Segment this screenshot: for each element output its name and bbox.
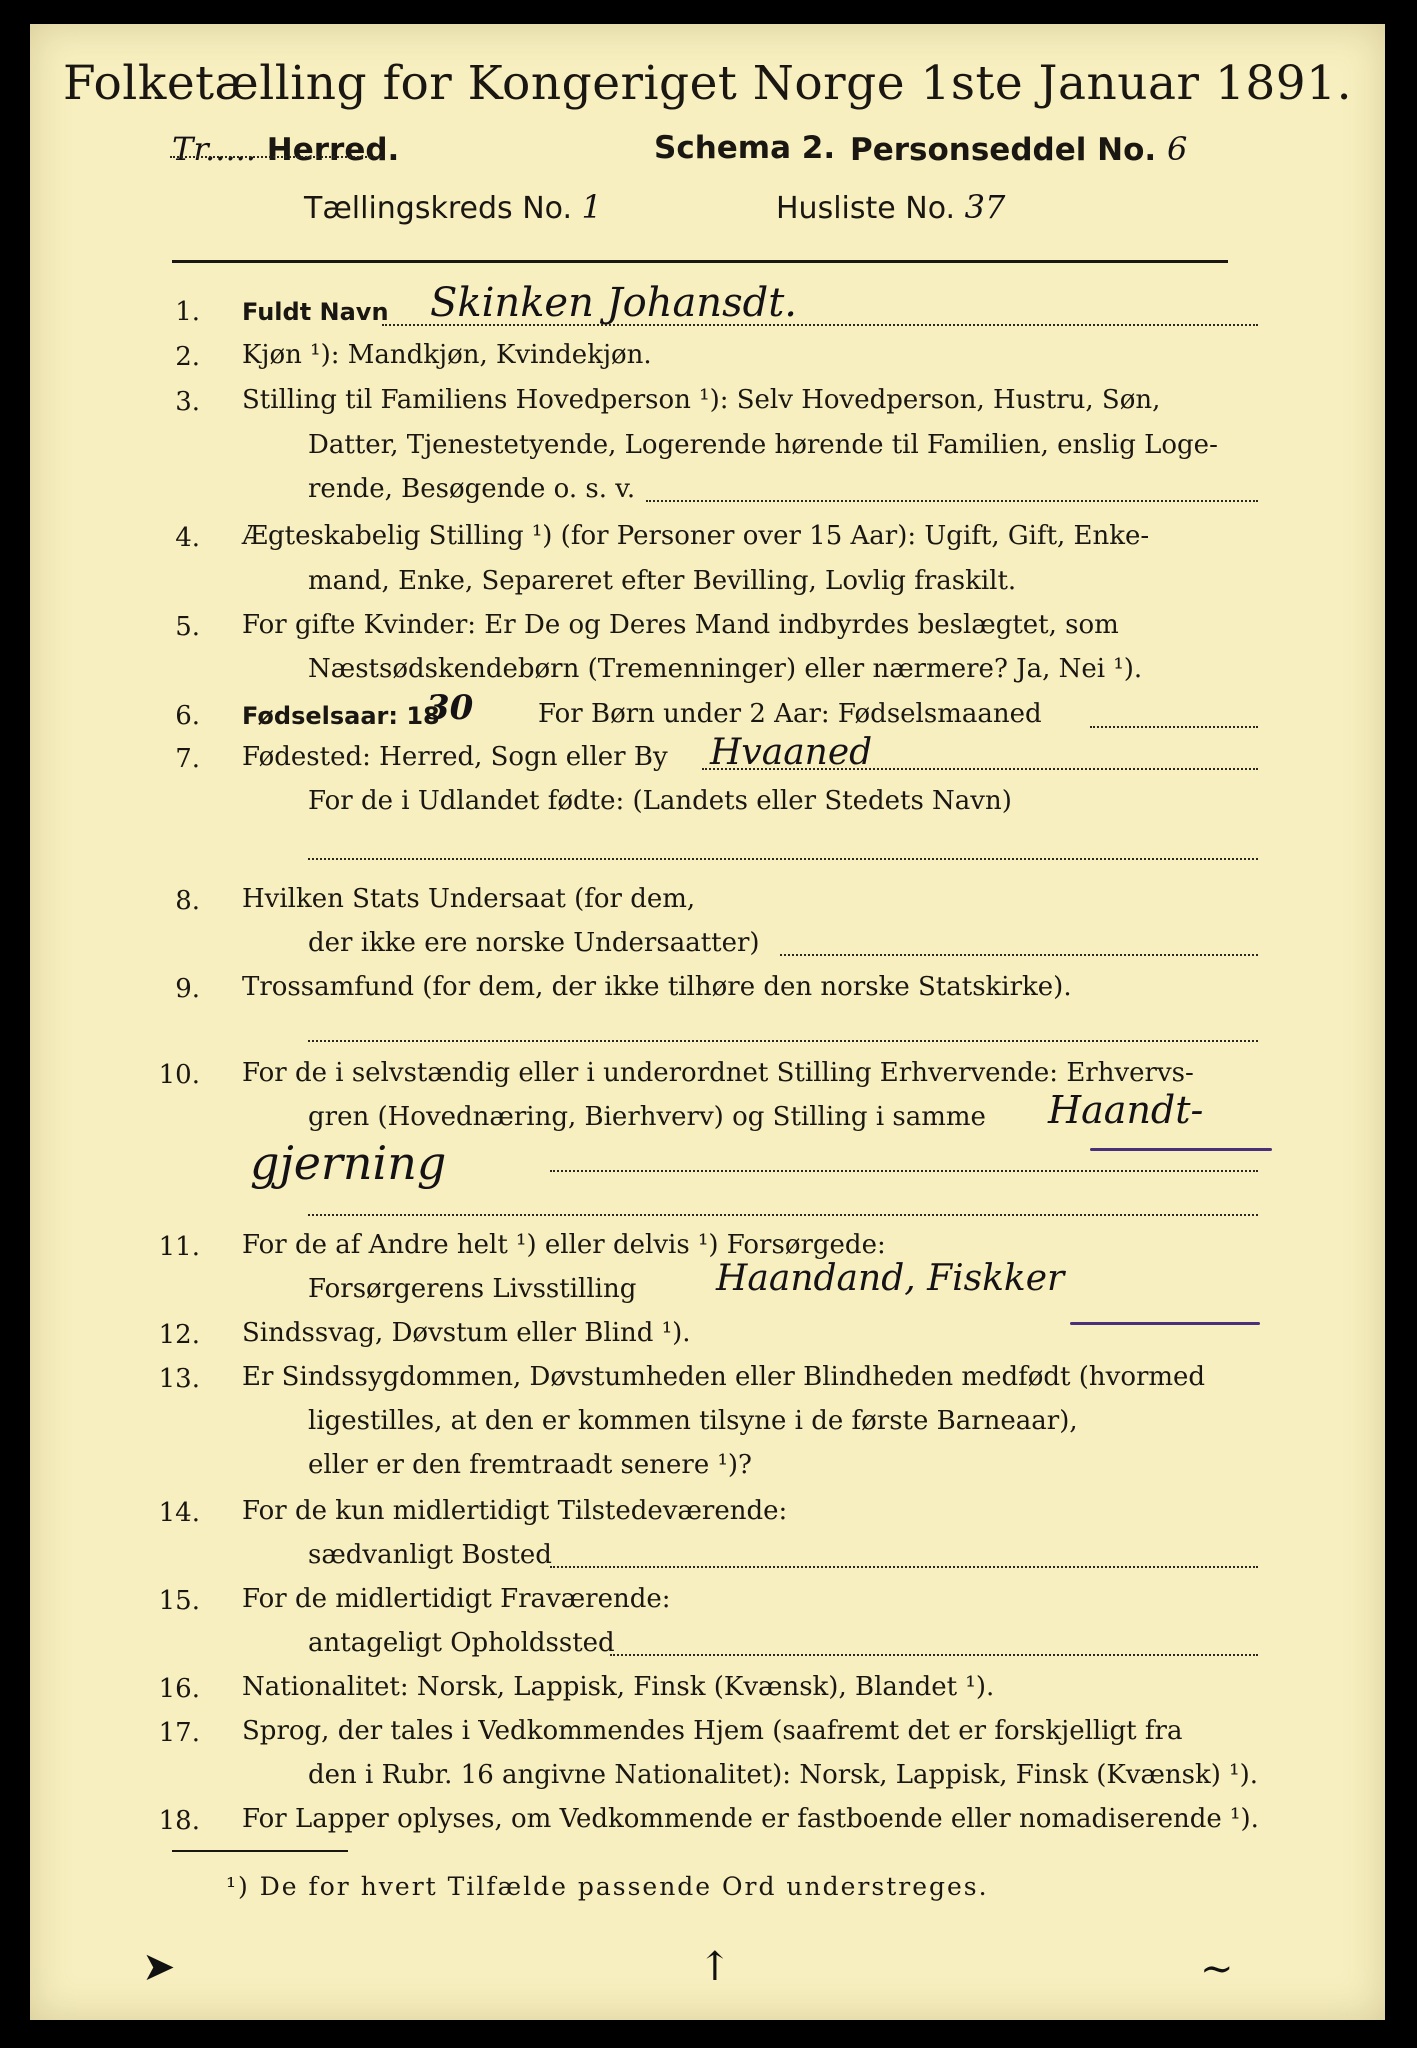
q12-number: 12. [158,1320,200,1350]
footnote-rule [172,1850,348,1852]
q10-answer-2: gjerning [250,1136,447,1190]
q5-line-2: Næstsødskendebørn (Tremenninger) eller nærmere? Ja, Nei ¹). [308,654,1143,684]
q3-number: 3. [175,387,200,417]
herred-dots [170,156,382,158]
q6-dots [1090,726,1258,728]
q12-line: Sindssvag, Døvstum eller Blind ¹). [242,1318,691,1348]
husliste-line [776,188,1005,226]
header-rule [172,260,1228,263]
footnote: ¹) De for hvert Tilfælde passende Ord understreges. [226,1872,989,1901]
q14-dots [550,1566,1258,1568]
q15-line-1: For de midlertidigt Fraværende: [242,1584,671,1614]
q4-line-2: mand, Enke, Separeret efter Bevilling, Lovlig fraskilt. [308,566,1017,596]
q17-number: 17. [158,1718,200,1748]
q13-line-2: ligestilles, at den er kommen tilsyne i de første Barneaar), [308,1406,1078,1436]
q17-line-2: den i Rubr. 16 angivne Nationalitet): Norsk, Lappisk, Finsk (Kvænsk) ¹). [308,1760,1259,1790]
q18-line: For Lapper oplyses, om Vedkommende er fastboende eller nomadiserende ¹). [242,1804,1259,1834]
q1-number: 1. [175,297,200,327]
q3-line-3: rende, Besøgende o. s. v. [308,474,636,504]
form-title: Folketælling for Kongeriget Norge 1ste Januar 1891. [62,56,1353,111]
herred-label: Herred. [266,132,400,168]
q11-answer: Haandand, Fiskker [716,1258,1065,1299]
corner-mark-right-icon: ∼ [1200,1946,1234,1992]
kreds-value: 1 [581,188,602,226]
q15-line-2: antageligt Opholdssted [308,1628,615,1658]
q10-number: 10. [158,1060,200,1090]
q10-dots-2 [308,1214,1258,1216]
q3-dots [646,500,1258,502]
q6-label: Fødselsaar: 18 [242,702,440,730]
q11-pen-stroke [1070,1322,1260,1325]
q13-number: 13. [158,1364,200,1394]
q10-line-2: gren (Hovednæring, Bierhverv) og Stilling i samme [308,1102,986,1132]
q4-line-1: Ægteskabelig Stilling ¹) (for Personer over 15 Aar): Ugift, Gift, Enke- [242,521,1150,551]
husliste-value: 37 [964,188,1006,226]
q17-line-1: Sprog, der tales i Vedkommendes Hjem (saafremt det er forskjelligt fra [242,1716,1183,1746]
q16-number: 16. [158,1674,200,1704]
q9-line: Trossamfund (for dem, der ikke tilhøre den norske Statskirke). [242,972,1072,1002]
q11-line-2: Forsørgerens Livsstilling [308,1274,637,1304]
q13-line-1: Er Sindssygdommen, Døvstumheden eller Blindheden medfødt (hvormed [242,1362,1206,1392]
personseddel-label: Personseddel No. [850,132,1157,168]
q6-line-2: For Børn under 2 Aar: Fødselsmaaned [538,699,1042,729]
corner-mark-left-icon: ➤ [142,1944,176,1990]
q5-number: 5. [175,612,200,642]
q7-number: 7. [175,744,200,774]
q18-number: 18. [158,1806,200,1836]
q10-answer: Haandt- [1048,1088,1204,1132]
q7-dots-2 [308,858,1258,860]
q9-dots [308,1040,1258,1042]
q8-line-1: Hvilken Stats Undersaat (for dem, [242,884,696,914]
q1-answer: Skinken Johansdt. [430,280,797,326]
q4-number: 4. [175,523,200,553]
schema-label: Schema 2. [654,130,836,166]
herred-line [172,130,399,168]
q11-line-1: For de af Andre helt ¹) eller delvis ¹) Forsørgede: [242,1230,886,1260]
q9-number: 9. [175,974,200,1004]
kreds-label: Tællingskreds No. [304,191,572,226]
q6-answer: 30 [426,688,474,728]
q14-number: 14. [158,1498,200,1528]
q10-pen-stroke [1090,1148,1272,1151]
q1-label: Fuldt Navn [242,298,389,326]
q10-line-1: For de i selvstændig eller i underordnet Stilling Erhvervende: Erhvervs- [242,1058,1194,1088]
q11-number: 11. [158,1232,200,1262]
q5-line-1: For gifte Kvinder: Er De og Deres Mand indbyrdes beslægtet, som [242,610,1119,640]
q6-number: 6. [175,701,200,731]
q1-dots [382,324,1258,326]
personseddel-line [850,130,1187,168]
q7-line-1: Fødested: Herred, Sogn eller By [242,742,668,772]
q2-number: 2. [175,342,200,372]
q10-dots [550,1170,1258,1172]
q8-line-2: der ikke ere norske Undersaatter) [308,928,760,958]
q13-line-3: eller er den fremtraadt senere ¹)? [308,1450,752,1480]
herred-value: Tr..... [172,130,256,168]
q15-number: 15. [158,1586,200,1616]
q8-dots [780,954,1258,956]
q3-line-1: Stilling til Familiens Hovedperson ¹): Selv Hovedperson, Hustru, Søn, [242,385,1161,415]
center-mark-icon: ↑ [698,1944,732,1990]
q7-dots [702,768,1258,770]
q2-line: Kjøn ¹): Mandkjøn, Kvindekjøn. [242,340,652,370]
census-form [30,24,1385,2020]
husliste-label: Husliste No. [776,191,956,226]
personseddel-value: 6 [1166,130,1188,168]
q7-line-2: For de i Udlandet fødte: (Landets eller Stedets Navn) [308,786,1012,816]
q14-line-1: For de kun midlertidigt Tilstedeværende: [242,1496,788,1526]
q15-dots [610,1654,1258,1656]
q7-answer: Hvaaned [710,732,873,773]
q3-line-2: Datter, Tjenestetyende, Logerende hørende til Familien, enslig Loge- [308,430,1218,460]
kreds-line [304,188,602,226]
q8-number: 8. [175,886,200,916]
q16-line: Nationalitet: Norsk, Lappisk, Finsk (Kvænsk), Blandet ¹). [242,1672,995,1702]
q14-line-2: sædvanligt Bosted [308,1540,552,1570]
